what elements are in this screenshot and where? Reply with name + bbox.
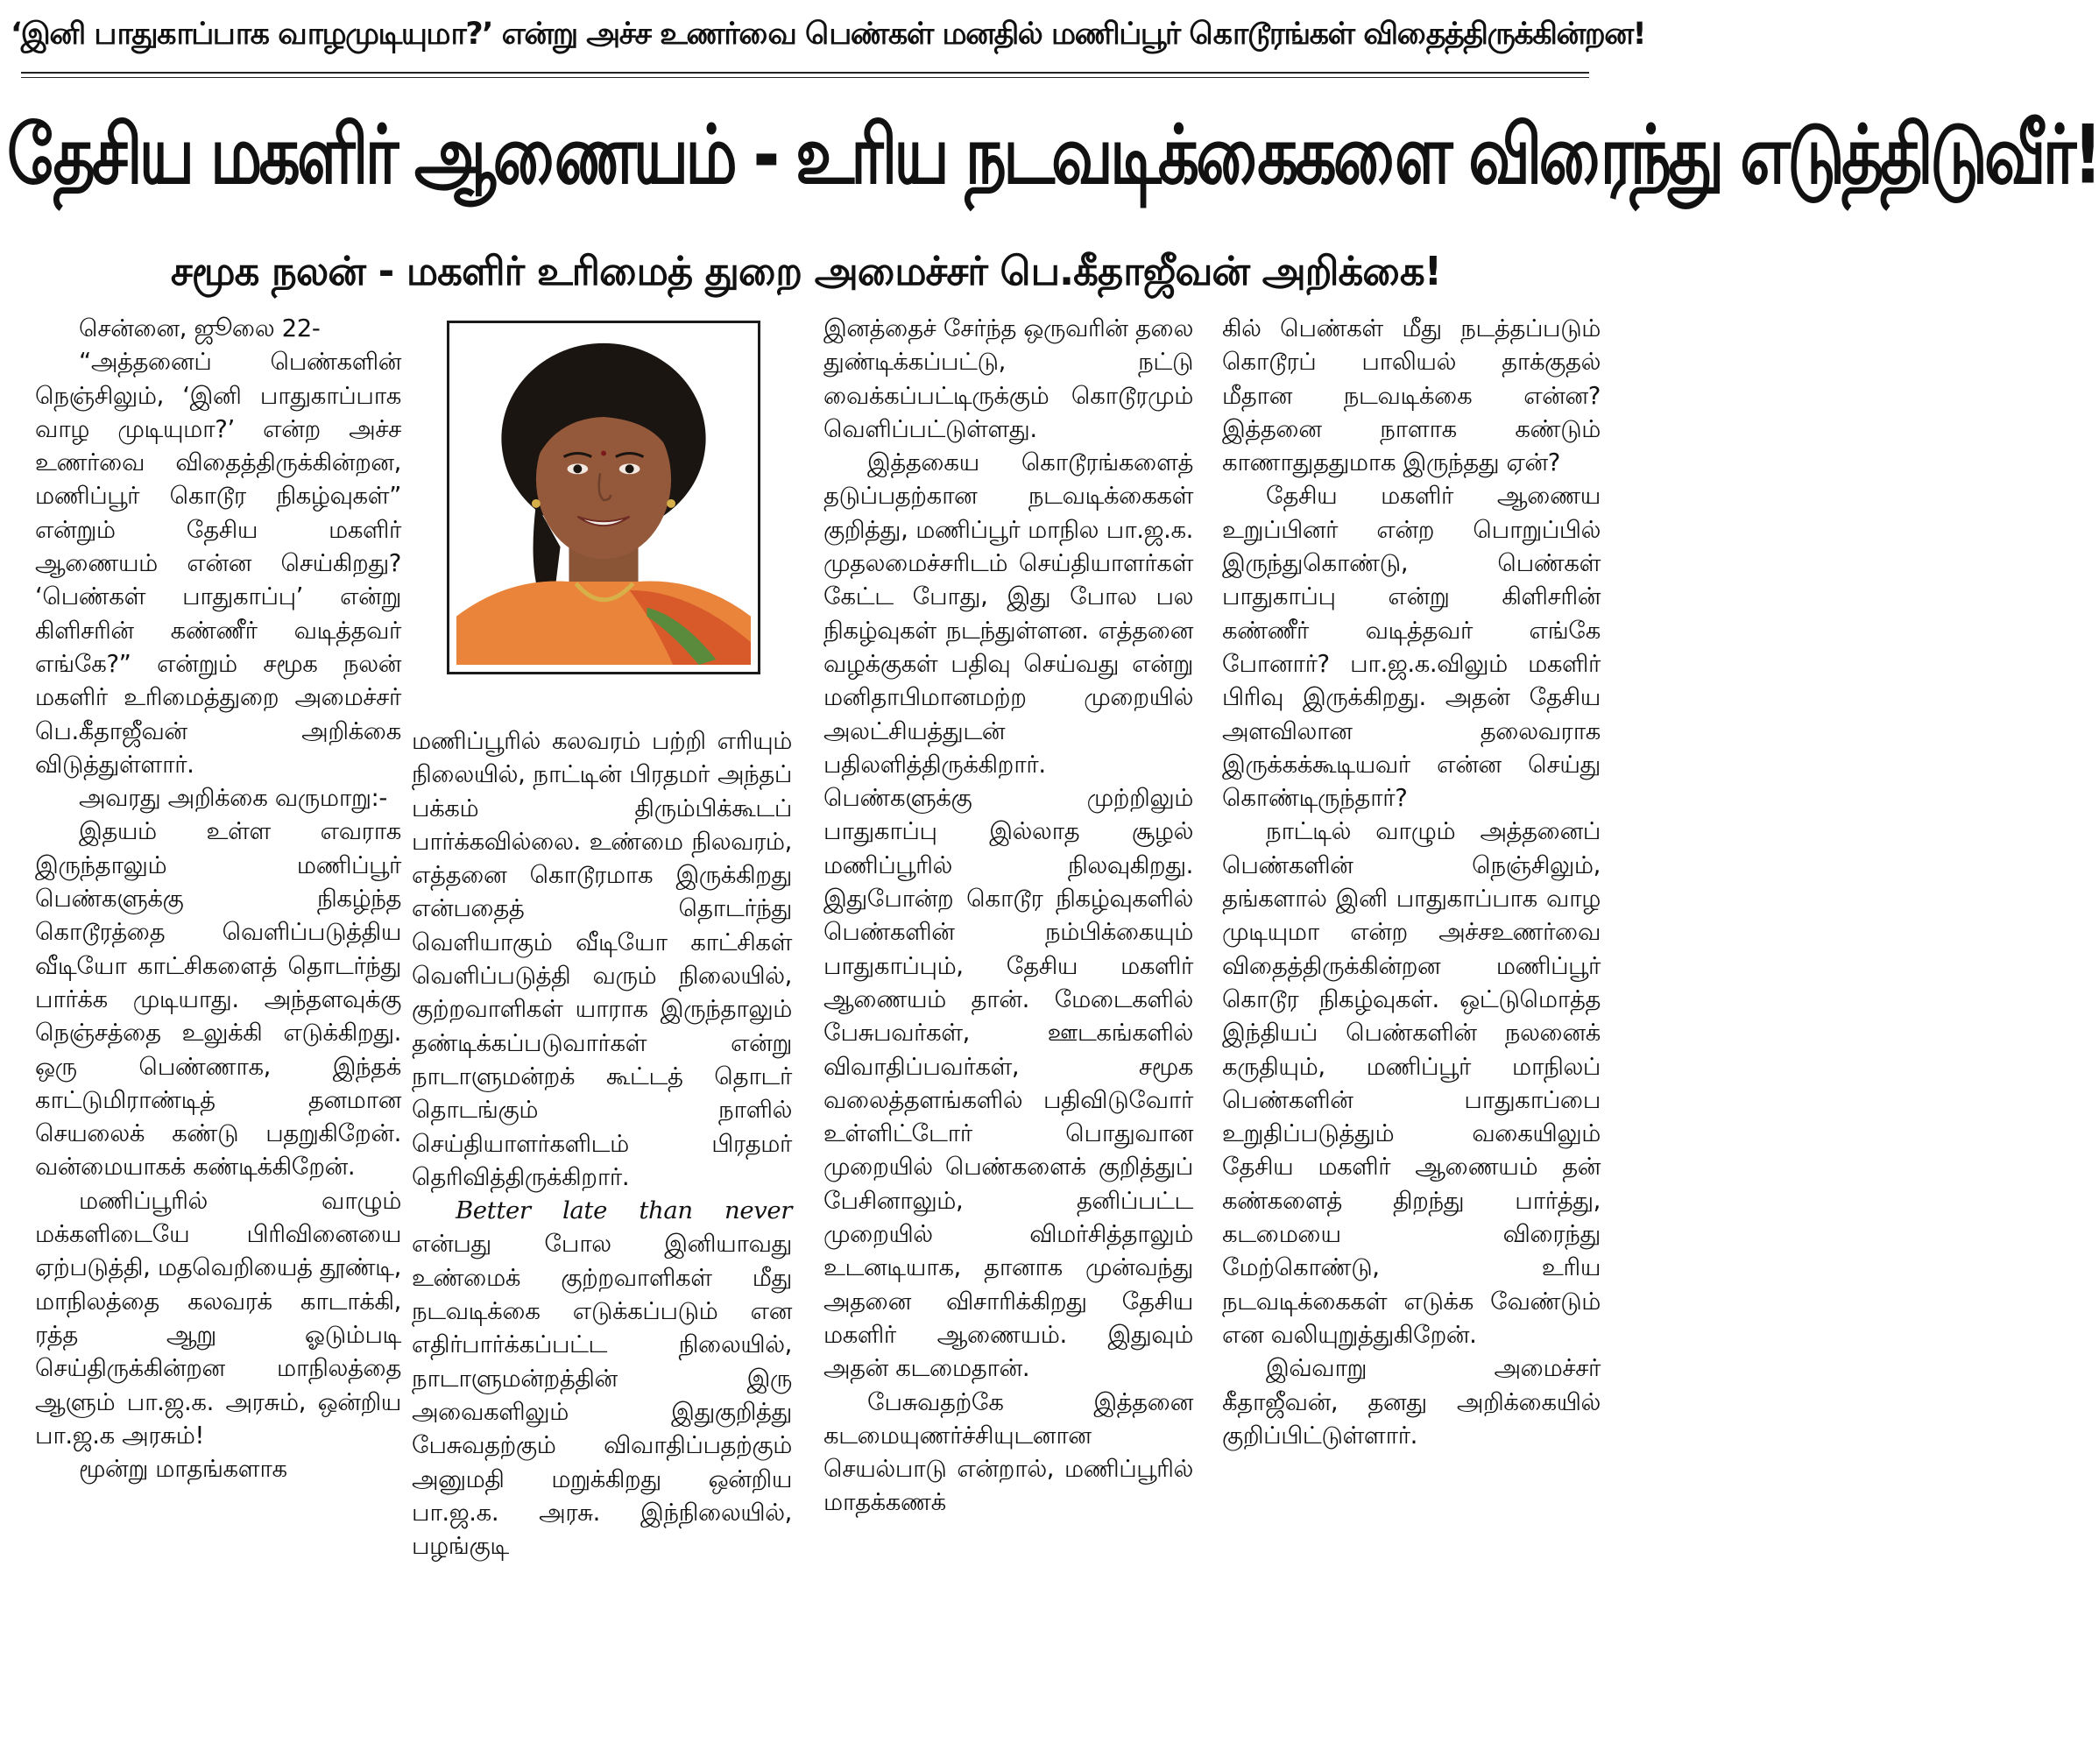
article-column-1 [35, 312, 401, 1759]
minister-photo [447, 321, 760, 674]
paragraph: பேசுவதற்கே இத்தனை கடமையுணர்ச்சியுடனான செயல்பாடு என்றால், மணிப்பூரில் மாதக்கணக் [823, 1387, 1193, 1517]
paragraph: அவரது அறிக்கை வருமாறு:- [79, 784, 387, 813]
paragraph: நாட்டில் வாழும் அத்தனைப் பெண்களின் நெஞ்சிலும், தங்களால் இனி பாதுகாப்பாக வாழ முடியுமா என்ற அச்சஉணர்வை விதைத்திருக்கின்றன மணிப்பூர் கொடூர நிகழ்வுகள். ஒட்டுமொத்த இந்தியப் பெண்களின் நலனைக் கருதியும், மணிப்பூர் மாநிலப் பெண்களின் பாதுகாப்பை உறுதிப்படுத்தும் வகையிலும் தேசிய மகளிர் ஆணையம் தன் கண்களைத் திறந்து பார்த்து, கடமையை விரைந்து மேற்கொண்டு, உரிய நடவடிக்கைகள் எடுக்க வேண்டும் என வலியுறுத்துகிறேன். [1222, 817, 1601, 1349]
paragraph-rest: என்பது போல இனியாவது உண்மைக் குற்றவாளிகள் மீது நடவடிக்கை எடுக்கப்படும் என எதிர்பார்க்கப்பட்ட நிலையில், நாடாளுமன்றத்தின் இரு அவைகளிலும் இதுகுறித்து பேசுவதற்கும் விவாதிப்பதற்கும் அனுமதி மறுக்கிறது ஒன்றிய பா.ஜ.க. அரசு. இந்நிலையில், பழங்குடி [412, 1230, 792, 1561]
paragraph: தேசிய மகளிர் ஆணைய உறுப்பினர் என்ற பொறுப்பில் இருந்துகொண்டு, பெண்கள் பாதுகாப்பு என்று கிளிசரின் கண்ணீர் வடித்தவர் எங்கே போனார்? பா.ஜ.க.விலும் மகளிர் பிரிவு இருக்கிறது. அதன் தேசிய அளவிலான தலைவராக இருக்கக்கூடியவர் என்ன செய்து கொண்டிருந்தார்? [1222, 482, 1601, 813]
article-column-4 [1222, 312, 1601, 1759]
paragraph: இதயம் உள்ள எவராக இருந்தாலும் மணிப்பூர் பெண்களுக்கு நிகழ்ந்த கொடூரத்தை வெளிப்படுத்திய வீடியோ காட்சிகளைத் தொடர்ந்து பார்க்க முடியாது. அந்தளவுக்கு நெஞ்சத்தை உலுக்கி எடுக்கிறது. ஒரு பெண்ணாக, இந்தக் காட்டுமிராண்டித் தனமான செயலைக் கண்டு பதறுகிறேன். வன்மையாகக் கண்டிக்கிறேன். [35, 817, 401, 1182]
paragraph: “அத்தனைப் பெண்களின் நெஞ்சிலும், ‘இனி பாதுகாப்பாக வாழ முடியுமா?’ என்ற அச்ச உணர்வை விதைத்திருக்கின்றன, மணிப்பூர் கொடூர நிகழ்வுகள்” என்றும் தேசிய மகளிர் ஆணையம் என்ன செய்கிறது? ‘பெண்கள் பாதுகாப்பு’ என்று கிளிசரின் கண்ணீர் வடித்தவர் எங்கே?” என்றும் சமூக நலன் மகளிர் உரிமைத்துறை அமைச்சர் பெ.கீதாஜீவன் அறிக்கை விடுத்துள்ளார். [35, 348, 401, 779]
paragraph: மணிப்பூரில் வாழும் மக்களிடையே பிரிவினையை ஏற்படுத்தி, மதவெறியைத் தூண்டி, மாநிலத்தை கலவரக் காடாக்கி, ரத்த ஆறு ஓடும்படி செய்திருக்கின்றன மாநிலத்தை ஆளும் பா.ஜ.க. அரசும், ஒன்றிய பா.ஜ.க அரசும்! [35, 1186, 401, 1450]
article-column-3 [823, 312, 1193, 1759]
paragraph [412, 1194, 792, 1563]
paragraph: மூன்று மாதங்களாக [79, 1455, 287, 1484]
paragraph: மணிப்பூரில் கலவரம் பற்றி எரியும் நிலையில், நாட்டின் பிரதமர் அந்தப் பக்கம் திரும்பிக்கூடப் பார்க்கவில்லை. உண்மை நிலவரம், எத்தனை கொடூரமாக இருக்கிறது என்பதைத் தொடர்ந்து வெளியாகும் வீடியோ காட்சிகள் வெளிப்படுத்தி வரும் நிலையில், குற்றவாளிகள் யாராக இருந்தாலும் தண்டிக்கப்படுவார்கள் என்று நாடாளுமன்றக் கூட்டத் தொடர் தொடங்கும் நாளில் செய்தியாளர்களிடம் பிரதமர் தெரிவித்திருக்கிறார். [412, 727, 792, 1191]
portrait-illustration [456, 330, 751, 665]
sub-headline: சமூக நலன் - மகளிர் உரிமைத் துறை அமைச்சர் பெ.கீதாஜீவன் அறிக்கை! [170, 248, 1442, 294]
paragraph: இத்தகைய கொடூரங்களைத் தடுப்பதற்கான நடவடிக்கைகள் குறித்து, மணிப்பூர் மாநில பா.ஜ.க. முதலமைச்சரிடம் செய்தியாளர்கள் கேட்ட போது, இது போல பல நிகழ்வுகள் நடந்துள்ளன. எத்தனை வழக்குகள் பதிவு செய்வது என்று மனிதாபிமானமற்ற முறையில் அலட்சியத்துடன் பதிலளித்திருக்கிறார். பெண்களுக்கு முற்றிலும் பாதுகாப்பு இல்லாத சூழல் மணிப்பூரில் நிலவுகிறது. இதுபோன்ற கொடூர நிகழ்வுகளில் பெண்களின் நம்பிக்கையும் பாதுகாப்பும், தேசிய மகளிர் ஆணையம் தான். மேடைகளில் பேசுபவர்கள், ஊடகங்களில் விவாதிப்பவர்கள், சமூக வலைத்தளங்களில் பதிவிடுவோர் உள்ளிட்டோர் பொதுவான முறையில் பெண்களைக் குறித்துப் பேசினாலும், தனிப்பட்ட முறையில் விமர்சித்தாலும் உடனடியாக, தானாக முன்வந்து அதனை விசாரிக்கிறது தேசிய மகளிர் ஆணையம். இதுவும் அதன் கடமைதான். [823, 448, 1193, 1383]
article-column-2 [412, 724, 792, 1759]
dateline: சென்னை, ஜூலை 22- [79, 314, 321, 342]
paragraph: இனத்தைச் சேர்ந்த ஒருவரின் தலை துண்டிக்கப்பட்டு, நட்டு வைக்கப்பட்டிருக்கும் கொடூரமும் வெளிப்பட்டுள்ளது. [823, 314, 1193, 443]
kicker-rule [21, 72, 1589, 74]
portrait-image [456, 330, 751, 665]
english-phrase: Better late than never [456, 1196, 792, 1225]
main-headline: தேசிய மகளிர் ஆணையம் - உரிய நடவடிக்கைகளை விரைந்து எடுத்திடுவீர்! [7, 108, 2099, 202]
paragraph: கில் பெண்கள் மீது நடத்தப்படும் கொடூரப் பாலியல் தாக்குதல் மீதான நடவடிக்கை என்ன? இத்தனை நாளாக கண்டும் காணாதுததுமாக இருந்தது ஏன்? [1222, 314, 1601, 477]
kicker-headline: ‘இனி பாதுகாப்பாக வாழமுடியுமா?’ என்று அச்ச உணர்வை பெண்கள் மனதில் மணிப்பூர் கொடூரங்கள் விதைத்திருக்கின்றன! [11, 17, 1646, 52]
paragraph: இவ்வாறு அமைச்சர் கீதாஜீவன், தனது அறிக்கையில் குறிப்பிட்டுள்ளார். [1222, 1354, 1601, 1450]
